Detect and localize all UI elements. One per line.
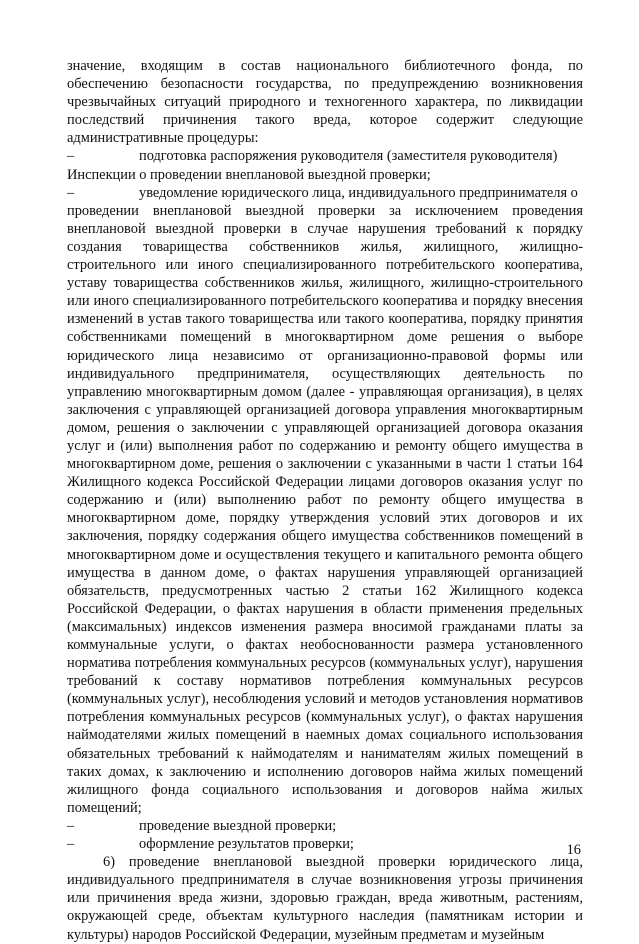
paragraph-continuation: значение, входящим в состав национального библиотечного фонда, по обеспечению безопасности государства, по предупреждению возникновения чрезвычайных ситуаций природного и техногенного характера, по ликвидации последствий причинения такого вреда, которое содержит следующие административные процедуры:	[67, 58, 583, 147]
dash-marker: –	[67, 184, 75, 201]
list-item-conduct-inspection	[67, 817, 583, 835]
list-item-first-line: уведомление юридического лица, индивидуального предпринимателя о	[139, 184, 578, 201]
list-item-results	[67, 835, 583, 853]
page-number: 16	[566, 842, 581, 858]
paragraph-item-6: 6) проведение внеплановой выездной проверки юридического лица, индивидуального предпринимателя в случае возникновения угрозы причинения или причинения вреда жизни, здоровью граждан, вреда животным, растениям, окружающей среде, объектам культурного наследия (памятникам истории и культуры) народов Российской Федерации, музейным предметам и музейным	[67, 854, 583, 943]
dash-marker: –	[67, 817, 75, 834]
list-item-notification	[67, 184, 583, 817]
list-item-continuation: проведении внеплановой выездной проверки за исключением проведения внеплановой выездной проверки в случае нарушения требований к порядку создания товарищества собственников жилья, жилищного, жилищно-строительного или иного специализированного потребительского кооператива, уставу товарищества собственников жилья, жилищного, жилищно-строительного или иного специализированного потребительского кооператива и порядку внесения изменений в устав такого товарищества или такого кооператива, порядку принятия собственниками помещений в многоквартирном доме решения о выборе юридического лица независимо от организационно-правовой формы или индивидуального предпринимателя, осуществляющих деятельность по управлению многоквартирным домом (далее - управляющая организация), в целях заключения с управляющей организацией договора управления многоквартирным домом, решения о заключении с управляющей организацией договора оказания услуг и (или) выполнения работ по содержанию и ремонту общего имущества в многоквартирном доме, решения о заключении с указанными в части 1 статьи 164 Жилищного кодекса Российской Федерации лицами договоров оказания услуг по содержанию и (или) выполнению работ по ремонту общего имущества в многоквартирном доме, порядку утверждения условий этих договоров и их заключения, порядку содержания общего имущества собственников помещений в многоквартирном доме и осуществления текущего и капитального ремонта общего имущества в данном доме, о фактах нарушения управляющей организацией обязательств, предусмотренных частью 2 статьи 162 Жилищного кодекса Российской Федерации, о фактах нарушения в области применения предельных (максимальных) индексов изменения размера вносимой гражданами платы за коммунальные услуги, о фактах необоснованности размера установленного норматива потребления коммунальных ресурсов (коммунальных услуг), нарушения требований к составу нормативов потребления коммунальных ресурсов (коммунальных услуг), несоблюдения условий и методов установления нормативов потребления коммунальных ресурсов (коммунальных услуг), о фактах нарушения наймодателями жилых помещений в наемных домах социального использования обязательных требований к наймодателям и нанимателям жилых помещений в таких домах, к заключению и исполнению договоров найма жилых помещений жилищного фонда социального использования и договоров найма жилых помещений;	[67, 202, 583, 816]
dash-marker: –	[67, 148, 75, 165]
dash-marker: –	[67, 836, 75, 853]
document-body	[67, 57, 583, 944]
list-item-first-line: подготовка распоряжения руководителя (заместителя руководителя)	[139, 148, 558, 165]
list-item-text: проведение выездной проверки;	[139, 817, 337, 834]
list-item-continuation: Инспекции о проведении внеплановой выездной проверки;	[67, 166, 431, 183]
list-item-prepare-order	[67, 147, 583, 183]
list-item-text: оформление результатов проверки;	[139, 836, 354, 853]
